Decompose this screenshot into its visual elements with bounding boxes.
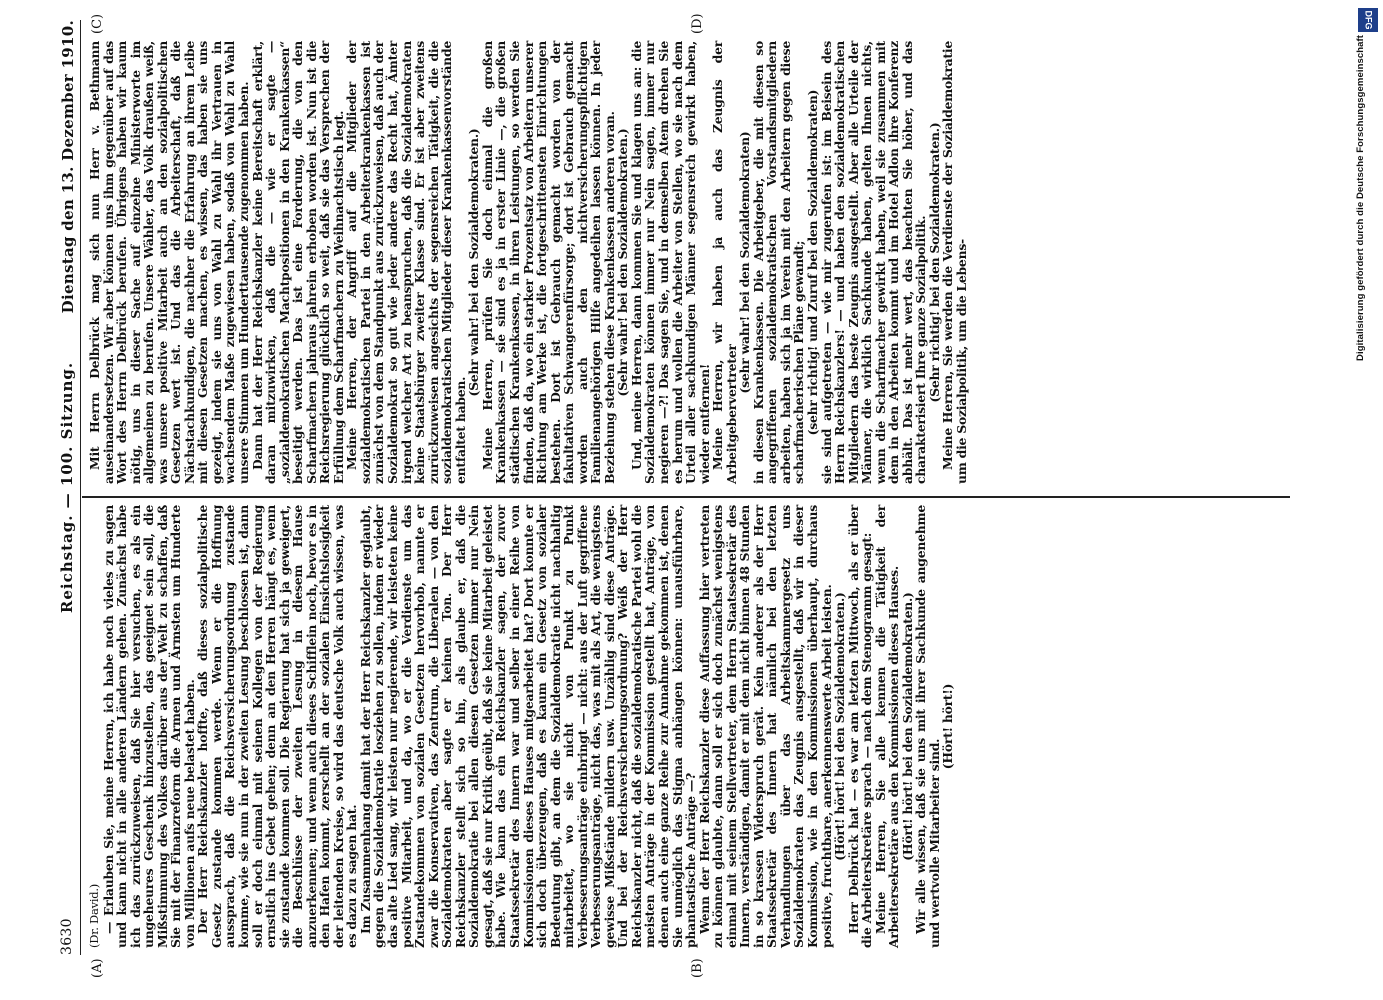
paragraph: sie sind aufgetreten — wie mir zugerufen ist: im Beisein des Herrn Reichskanzlers! — und haben den sozialdemokratischen Mitgliedern das beste Zeugnis ausgestellt. Aber alle Urteile der Männer, die wirklich Sachkunde haben, gelten Ihnen nichts, wenn die Scharfmacher gewirkt haben, weil sie zusammen mit dem in den Arbeiten kommt und im Hotel Adlon ihre Konferenz abhält. Das ist mehr wert, das beachten Sie höher, und das charakterisiert Ihre ganze Sozialpolitik. <box>818 41 929 484</box>
paragraph: Meine Herren, Sie werden die Verdienste der Sozialdemokratie um die Sozialpolitik, um die Lebens- <box>940 41 969 484</box>
interjection: (Hört! hört! bei den Sozialdemokraten.) <box>832 592 848 861</box>
paragraph: in diesen Krankenkassen. Die Arbeitgeber, die mit diesen so angegriffenen sozialdemokratischen Vorstandsmitgliedern arbeiten, haben sich ja im Verein mit den Arbeitern gegen diese scharfmacherischen Pläne gewandt; <box>750 41 807 484</box>
paragraph: Mit Herrn Delbrück mag sich nun Herr v. Bethmann auseinandersetzen. Wir aber können uns ihm gegenüber auf das Wort des Herrn Delbrück berufen. Übrigens haben wir kaum nötig, uns in dieser Sache auf einzelne Ministerworte im allgemeinen zu berufen. Unsere Wähler, das Volk draußen weiß, was unsere positive Mitarbeit auch an den sozialpolitischen Gesetzen wert ist. Und das die Arbeiterschaft, daß die Nächstachkundigen, die nachher die Erfahrung an ihrem Leibe mit diesen Gesetzen machen, es wissen, das haben sie uns gezeigt, indem sie uns von Wahl zu Wahl ihr Vertrauen in wachsendem Maße zugewiesen haben, sodaß von Wahl zu Wahl unsere Stimmen um Hunderttausende zugenommen haben. <box>87 41 252 484</box>
margin-marker-d: (D) <box>690 13 705 34</box>
paragraph: Und, meine Herren, dann kommen Sie und klagen uns an: die Sozialdemokraten können immer nur Nein sagen, immer nur negieren —?! Das sagen Sie, und in demselben Atem drehen Sie es herum und wollen die Arbeiter von Stellen, wo sie nach dem Urteil aller sachkundigen Männer segensreich gewirkt haben, wieder entfernen! <box>628 41 712 484</box>
interjection: (Sehr richtig! bei den Sozialdemokraten.) <box>926 122 942 403</box>
column-divider <box>82 496 1290 498</box>
margin-marker-c: (C) <box>90 13 105 34</box>
paragraph: Meine Herren, prüfen Sie doch einmal die großen Krankenkassen — sie sind es ja in erster Linie —, die großen städtischen Krankenkassen, in ihren Leistungen, so werden Sie finden, daß da, wo ein starker Prozentsatz von Arbeitern unserer Richtung am Werke ist, die fortgeschrittensten Einrichtungen bestehen. Dort ist Gebrauch gemacht worden von der fakultativen Schwangerenfürsorge; dort ist Gebrauch gemacht worden auch den nichtversicherungspflichtigen Familienangehörigen Hilfe angedeihen lassen können. In jeder Beziehung stehen diese Krankenkassen anderen voran. <box>479 41 617 484</box>
margin-marker-a: (A) <box>90 958 105 978</box>
page-number: 3630 <box>59 918 75 955</box>
interjection: (sehr wahr! bei den Sozialdemokraten) <box>737 131 753 394</box>
header-rule <box>80 20 81 955</box>
margin-marker-b: (B) <box>690 958 705 978</box>
interjection: (Sehr wahr! bei den Sozialdemokraten.) <box>466 128 482 397</box>
quote: Meine Herren, Sie alle kennen die Tätigkeit der Arbeitersekretäre aus den Kommissionen dieses Hauses. <box>872 505 902 948</box>
paragraph: Wenn der Herr Reichskanzler diese Auffassung hier vertreten zu können glaubte, dann soll er sich doch zunächst wenigstens einmal mit seinem Stellvertreter, dem Herrn Staatssekretär des Innern, verständigen, damit er mit dem nicht binnen 48 Stunden in so krassen Widerspruch gerät. Kein anderer als der Herr Staatssekretär des Innern hat nämlich bei den letzten Verhandlungen über das Arbeitskammergesetz uns Sozialdemokraten das Zeugnis ausgestellt, daß wir in dieser Kommission, wie in den Kommissionen überhaupt, durchaus positive, fruchtbare, anerkennenswerte Arbeit leisten. <box>696 505 834 948</box>
interjection: (Sehr wahr! bei den Sozialdemokraten.) <box>615 128 631 397</box>
paragraph: Herr Delbrück hat — es war am letzten Mittwoch, als er über die Arbeiterskretäre sprach — nach dem Stenogramm gesagt: <box>845 505 875 948</box>
funding-note: Digitalisierung gefördert durch die Deutsche Forschungsgemeinschaft <box>1355 35 1366 362</box>
page-title: Reichstag. — 100. Sitzung. <box>58 361 76 614</box>
quote: Wir alle wissen, daß sie uns mit ihrer Sachkunde angenehme und wertvolle Mitarbeiter sind. <box>913 505 942 948</box>
dfg-logo: DFG <box>1358 8 1378 32</box>
page-date: Dienstag den 13. Dezember 1910. <box>59 20 77 314</box>
paragraph: Meine Herren, der Angriff auf die Mitglieder der sozialdemokratischen Partei in den Arbeiterkrankenkassen ist zunächst von dem Standpunkt aus zurückzuweisen, daß auch der Sozialdemokrat so gut wie jeder andere das Recht hat, Ämter irgend welcher Art zu beanspruchen, daß die Sozialdemokraten keine Staatsbürger zweiter Klasse sind. Er ist aber zweitens zurückzuweisen angesichts der segensreichen Tätigkeit, die die sozialdemokratischen Mitglieder dieser Krankenkassenvorstände entfaltet haben. <box>344 41 468 484</box>
interjection: (sehr richtig! und Zuruf bei den Sozialdemokraten) <box>804 89 820 436</box>
interjection: (Hört! hört!) <box>940 683 956 770</box>
paragraph: Meine Herren, wir haben ja auch das Zeugnis der Arbeitgebervertreter <box>710 41 739 484</box>
interjection: (Hört! hört! bei den Sozialdemokraten.) <box>899 592 915 861</box>
left-column <box>88 505 955 948</box>
right-column <box>88 41 969 484</box>
paragraph: Im Zusammenhang damit hat der Herr Reichskanzler geglaubt, gegen die Sozialdemokratie losziehen zu sollen, indem er wieder das alte Lied sang, wir leisten nur negierende, wir leisteten keine positive Mitarbeit, und da, wo er die Verdienste um das Zustandekommen von sozialen Gesetzen hervorhob, nannte er zwar die Konservativen, das Zentrum, die Liberalen — von den Sozialdemokraten aber sagte er keinen Ton. Der Herr Reichskanzler stellt sich so hin, als glaube er, daß die Sozialdemokratie bei allen diesen Gesetzen immer nur Nein gesagt, daß sie nur Kritik geübt, daß sie keine Mitarbeit geleistet habe. Wie kann das ein Reichskanzler sagen, der zuvor Staatssekretär des Innern war und selber in einer Reihe von Kommissionen dieses Hauses mitgearbeitet hat? Dort konnte er sich doch überzeugen, daß es kaum ein Gesetz von sozialer Bedeutung gibt, an dem die Sozialdemokratie nicht nachhaltig mitarbeitet, wo sie nicht von Punkt zu Punkt Verbesserungsanträge einbringt — nicht: aus der Luft gegriffene Verbesserungsanträge, nicht das, was mit als Art, die wenigstens gewisse Mißstände mildern usw. Unzählig sind diese Anträge. Und bei der Reichsversicherungsordnung? Weiß der Herr Reichskanzler nicht, daß die sozialdemokratische Partei wohl die meisten Anträge in der Kommission gestellt hat, Anträge, von denen auch eine ganze Reihe zur Annahme gekommen ist, denen Sie unmöglich das Stigma anhängen können: unausführbare, phantastische Anträge —? <box>357 505 699 948</box>
paragraph: Dann hat der Herr Reichskanzler keine Bereitschaft erklärt, daran mitzuwirken, daß die — wie er sagte — „sozialdemokratischen Machtpositionen in den Krankenkassen“ beseitigt werden. Das ist eine Forderung, die von den Scharfmachern jahraus jahrein erhoben worden ist. Nun ist die Reichsregierung glücklich so weit, daß sie das Versprechen der Erfüllung dem Scharfmachern zu Weihnachtstisch legt. <box>249 41 346 484</box>
speaker-label: (Dr. David.) <box>87 883 101 948</box>
paragraph: — Erlauben Sie, meine Herren, ich habe noch vieles zu sagen und kann nicht in alle anderen Ländern gehen. Zunächst habe ich das zurückzuweisen, daß Sie hier versuchen, es als ein ungeheures Geschenk hinzustellen, das geeignet sein soll, die Mißstimmung des Volkes darüber aus der Welt zu schaffen, daß Sie mit der Finanzreform die Armen und Ärmsten um Hunderte von Millionen aufs neue belastet haben. <box>100 505 197 948</box>
paragraph: Der Herr Reichskanzler hoffte, daß dieses sozialpolitische Gesetz zustande kommen werde. Wenn er die Hoffnung aussprach, daß die Reichsversicherungsordnung zustande komme, wie sie nun in der zweiten Lesung beschlossen ist, dann soll er doch einmal mit seinen Kollegen von der Regierung ernstlich ins Gebet gehen; denn an den Herren hängt es, wenn sie zustande kommen soll. Die Regierung hat sich ja geweigert, die Beschlüsse der zweiten Lesung in diesem Hause anzuerkennen; und wenn auch dieses Schifflein noch, bevor es in den Hafen kommt, zerschellt an der sozialen Einsichtslosigkeit der leitenden Kreise, so wird das deutsche Volk auch wissen, was es dazu zu sagen hat. <box>195 505 360 948</box>
